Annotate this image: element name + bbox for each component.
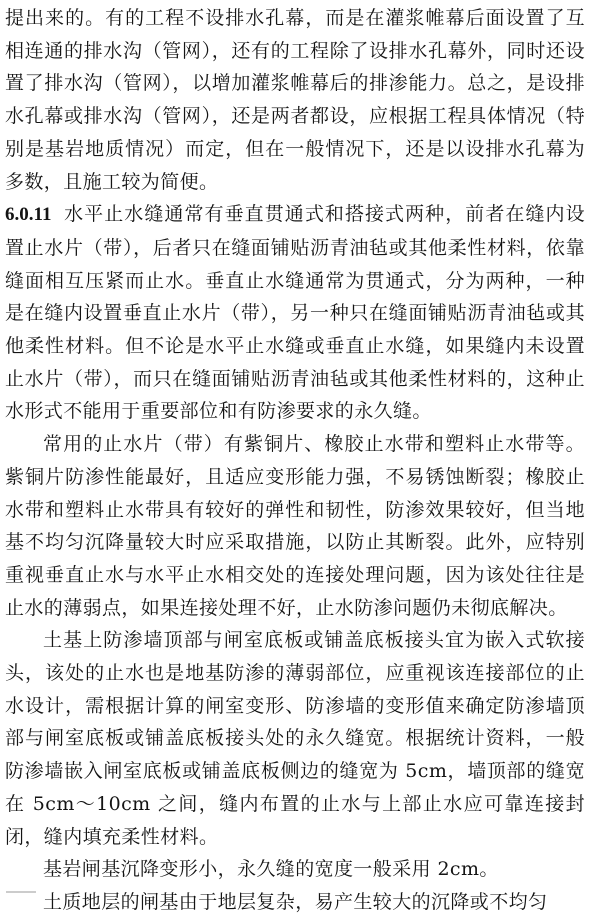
paragraph-soil-foundation: 土质地层的闸基由于地层复杂，易产生较大的沉降或不均匀	[43, 890, 548, 913]
paragraph-clause-6-0-11	[5, 198, 585, 428]
paragraph-drainage-curtain: 提出来的。有的工程不设排水孔幕，而是在灌浆帷幕后面设置了互相连通的排水沟（管网），还有的工程除了设排水孔幕外，同时还设置了排水沟（管网），以增加灌浆帷幕后的排渗能力。总之，是设排水孔幕或排水沟（管网），还是两者都设，应根据工程具体情况（特别是基岩地质情况）而定，但在一般情况下，还是以设排水孔幕为多数，且施工较为简便。	[5, 7, 585, 193]
paragraph-cutoff-wall-joint: 土基上防渗墙顶部与闸室底板或铺盖底板接头宜为嵌入式软接头，该处的止水也是地基防渗的薄弱部位，应重视该连接部位的止水设计，需根据计算的闸室变形、防渗墙的变形值来确定防渗墙顶部与闸室底板或铺盖底板接头处的永久缝宽。根据统计资料，一般防渗墙嵌入闸室底板或铺盖底板侧边的缝宽为 5cm，墙顶部的缝宽在 5cm～10cm 之间，缝内布置的止水与上部止水应可靠连接封闭，缝内填充柔性材料。	[5, 629, 585, 848]
clause-number: 6.0.11	[5, 204, 52, 226]
paragraph-waterstop-materials: 常用的止水片（带）有紫铜片、橡胶止水带和塑料止水带等。紫铜片防渗性能最好，且适应变形能力强，不易锈蚀断裂；橡胶止水带和塑料止水带具有较好的弹性和韧性，防渗效果较好，但当地基不均匀沉降量较大时应采取措施，以防止其断裂。此外，应特别重视垂直止水与水平止水相交处的连接处理问题，因为该处往往是止水的薄弱点，如果连接处理不好，止水防渗问题仍未彻底解决。	[5, 433, 585, 619]
paragraph-rock-foundation-joint: 基岩闸基沉降变形小，永久缝的宽度一般采用 2cm。	[43, 858, 499, 881]
page-edge-mark	[6, 891, 36, 901]
clause-body: 水平止水缝通常有垂直贯通式和搭接式两种，前者在缝内设置止水片（带），后者只在缝面铺贴沥青油毡或其他柔性材料，依靠缝面相互压紧而止水。垂直止水缝通常为贯通式，分为两种，一种是在缝内设置垂直止水片（带），另一种只在缝面铺贴沥青油毡或其他柔性材料。但不论是水平止水缝或垂直止水缝，如果缝内未设置止水片（带），而只在缝面铺贴沥青油毡或其他柔性材料的，这种止水形式不能用于重要部位和有防渗要求的永久缝。	[5, 203, 585, 423]
